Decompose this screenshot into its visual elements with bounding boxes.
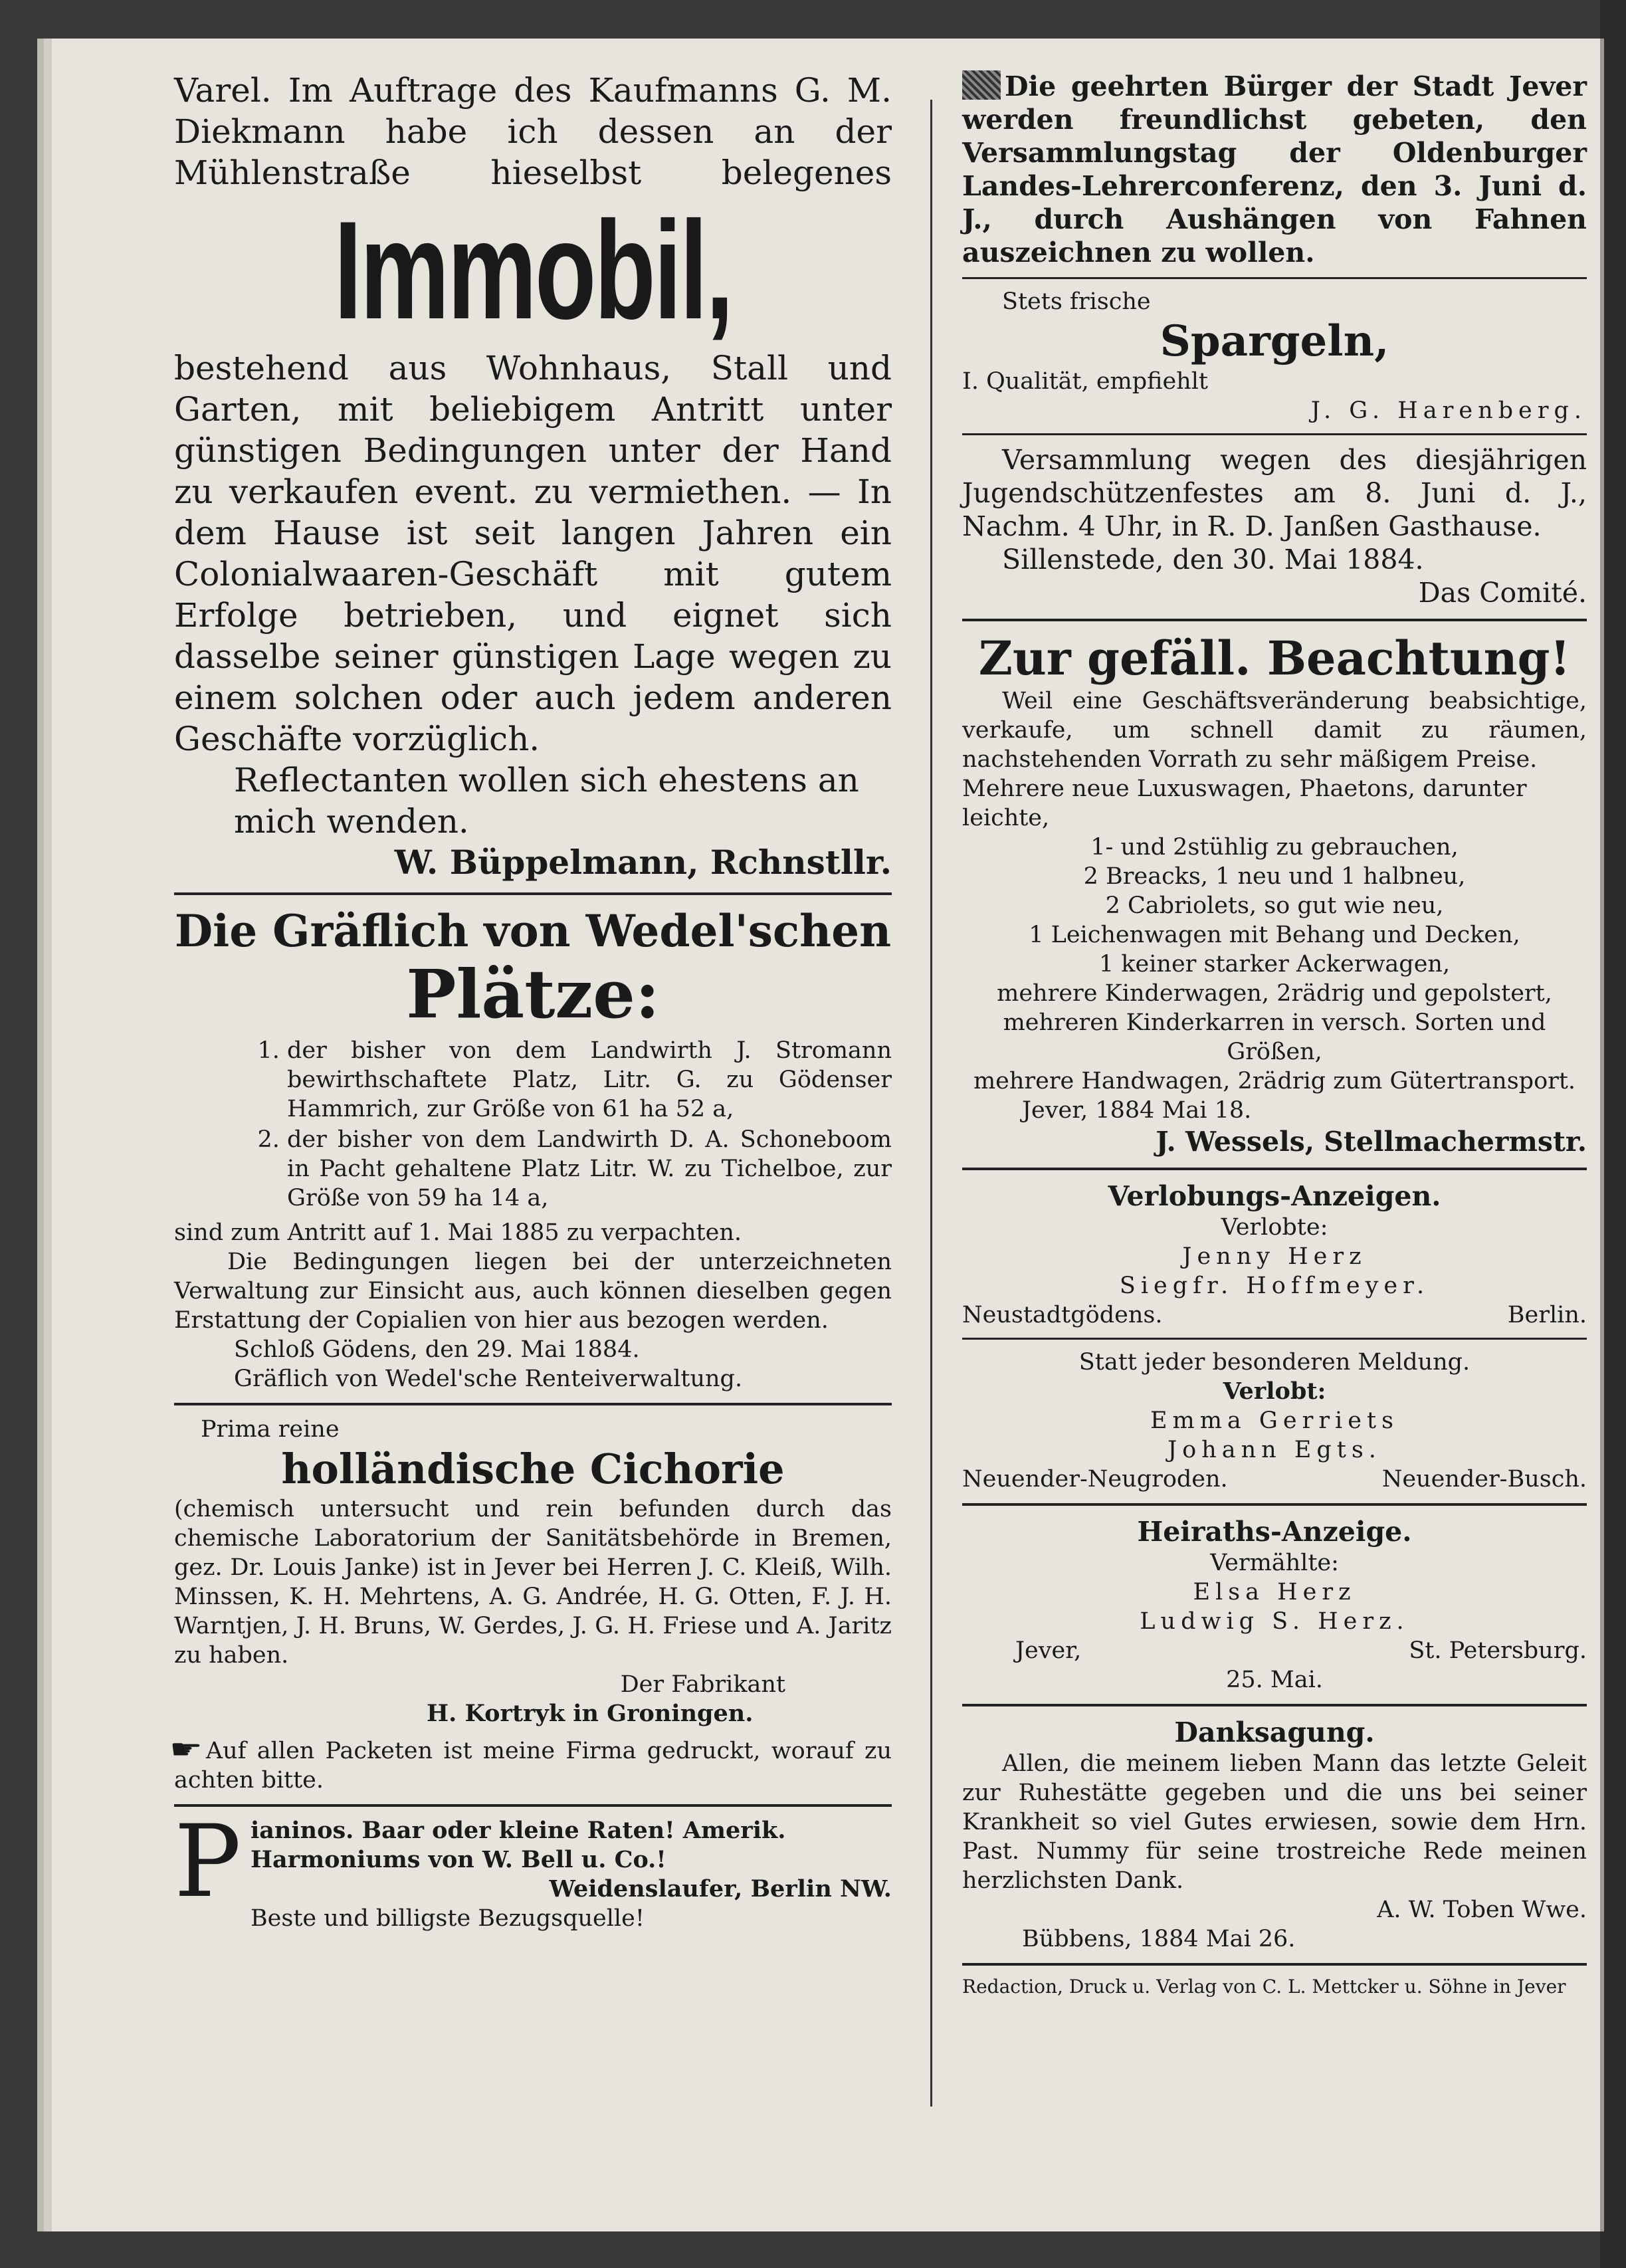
wessels-line: 1- und 2stühlig zu gebrauchen, <box>1090 834 1459 861</box>
schuetzen-body: Versammlung wegen des diesjährigen Jugendschützenfestes am 8. Juni d. J., Nachm. 4 Uhr, in R. D. Janßen Gasthause. <box>962 444 1587 542</box>
heirat-place-left: Jever, <box>1015 1637 1082 1664</box>
wessels-line: mehrere Kinderwagen, 2rädrig und gepolstert, <box>997 980 1552 1007</box>
list-item: 1. der bisher von dem Landwirth J. Stromann bewirthschaftete Platz, Litr. G. zu Gödenser Hammrich, zur Größe von 61 ha 52 a, <box>287 1036 892 1124</box>
wedel-list <box>287 1036 892 1213</box>
verlobung-ad <box>962 1180 1587 1330</box>
verlobt-name2: Johann Egts. <box>1168 1437 1381 1463</box>
verlobt-place-left: Neuender-Neugroden. <box>962 1466 1228 1493</box>
verlobt-ad <box>962 1348 1587 1494</box>
wessels-line: 2 Breacks, 1 neu und 1 halbneu, <box>1083 863 1466 890</box>
wedel-place-date: Schloß Gödens, den 29. Mai 1884. <box>234 1336 640 1363</box>
wessels-line: 1 Leichenwagen mit Behang und Decken, <box>1029 922 1520 948</box>
chicory-ad <box>169 1415 892 1795</box>
list-item: 2. der bisher von dem Landwirth D. A. Schoneboom in Pacht gehaltene Platz Litr. W. zu Tichelboe, zur Größe von 59 ha 14 a, <box>287 1125 892 1213</box>
heirat-name1: Elsa Herz <box>1193 1579 1356 1605</box>
spargel-headline: Spargeln, <box>1160 316 1389 366</box>
wessels-intro: Weil eine Geschäftsveränderung beabsichtige, verkaufe, um schnell damit zu räumen, nachstehenden Vorrath zu sehr mäßigem Preise. <box>962 688 1587 773</box>
rule <box>174 892 892 895</box>
wessels-line: 1 keiner starker Ackerwagen, <box>1098 951 1451 978</box>
chicory-note: Auf allen Packeten ist meine Firma gedruckt, worauf zu achten bitte. <box>174 1738 892 1794</box>
piano-line4: Beste und billigste Bezugsquelle! <box>250 1905 645 1932</box>
rule <box>962 1338 1587 1340</box>
wessels-line: mehrere Handwagen, 2rädrig zum Gütertransport. <box>973 1068 1576 1094</box>
wedel-ad <box>174 904 892 1393</box>
verlobt-label: Verlobt: <box>1223 1378 1326 1405</box>
left-column <box>169 70 892 1933</box>
wedel-signature: Gräflich von Wedel'sche Renteiverwaltung. <box>234 1366 743 1392</box>
verlobung-name1: Jenny Herz <box>1182 1243 1367 1270</box>
varel-body: bestehend aus Wohnhaus, Stall und Garten, mit beliebigem Antritt unter günstigen Bedingungen unter der Hand zu verkaufen event. zu vermiethen. — In dem Hause ist seit langen Jahren ein Colonialwaaren-Geschäft mit gutem Erfolge betrieben, und eignet sich dasselbe seiner günstigen Lage wegen zu einem solchen oder auch jedem anderen Geschäfte vorzüglich. <box>174 349 892 758</box>
dank-ad <box>962 1716 1587 1954</box>
rule <box>962 433 1587 435</box>
printer-footer: Redaction, Druck u. Verlag von C. L. Mettcker u. Söhne in Jever <box>962 1976 1566 1998</box>
chicory-headline: holländische Cichorie <box>281 1445 785 1493</box>
rule <box>174 1804 892 1807</box>
rule <box>962 1963 1587 1966</box>
wessels-headline: Zur gefäll. Beachtung! <box>978 631 1571 686</box>
wessels-place-date: Jever, 1884 Mai 18. <box>1022 1097 1252 1124</box>
varel-closing: Reflectanten wollen sich ehestens an mich wenden. <box>234 761 859 841</box>
piano-line2: Harmoniums von W. Bell u. Co.! <box>250 1846 666 1873</box>
dank-signature: A. W. Toben Wwe. <box>1377 1897 1587 1923</box>
verlobung-place-right: Berlin. <box>1507 1302 1587 1328</box>
heirat-label: Vermählte: <box>1210 1550 1339 1576</box>
pointing-hand-icon: ☛ <box>169 1734 203 1765</box>
schuetzen-place-date: Sillenstede, den 30. Mai 1884. <box>1002 544 1424 575</box>
schuetzen-signature: Das Comité. <box>1418 577 1587 609</box>
dank-place-date: Bübbens, 1884 Mai 26. <box>1022 1926 1296 1952</box>
piano-ad <box>174 1804 892 1933</box>
spargel-ad <box>962 287 1587 425</box>
piano-line1: ianinos. Baar oder kleine Raten! Amerik. <box>250 1817 786 1844</box>
varel-intro: Varel. Im Auftrage des Kaufmanns G. M. Diekmann habe ich dessen an der Mühlenstraße hieselbst belegenes <box>174 71 892 192</box>
dank-title: Danksagung. <box>1174 1716 1375 1748</box>
spargel-quality: I. Qualität, empfiehlt <box>962 368 1208 395</box>
varel-ad <box>174 70 892 883</box>
heirat-name2: Ludwig S. Herz. <box>1140 1608 1409 1635</box>
heirat-title: Heiraths-Anzeige. <box>1137 1516 1412 1548</box>
verlobung-place-left: Neustadtgödens. <box>962 1302 1163 1328</box>
verlobt-name1: Emma Gerriets <box>1150 1407 1399 1434</box>
rule <box>962 1503 1587 1506</box>
wessels-signature: J. Wessels, Stellmachermstr. <box>1156 1126 1587 1158</box>
ornament-icon <box>962 70 1001 100</box>
right-column <box>962 70 1587 1999</box>
wedel-lease: sind zum Antritt auf 1. Mai 1885 zu verpachten. <box>174 1219 742 1246</box>
schuetzen-ad <box>962 443 1587 609</box>
dank-body: Allen, die meinem lieben Mann das letzte Geleit zur Ruhestätte gegeben und die uns bei seiner Krankheit so viel Gutes erwiesen, sowie dem Hrn. Past. Nummy für seine trostreiche Rede meinen herzlichsten Dank. <box>962 1750 1587 1894</box>
wedel-conditions: Die Bedingungen liegen bei der unterzeichneten Verwaltung zur Einsicht aus, auch können dieselben gegen Erstattung der Copialien von hier aus bezogen werden. <box>174 1249 892 1334</box>
varel-signature: W. Büppelmann, Rchnstllr. <box>394 843 892 882</box>
chicory-maker-label: Der Fabrikant <box>620 1671 785 1698</box>
wessels-ad <box>962 631 1587 1158</box>
wedel-subtitle: Plätze: <box>406 955 660 1033</box>
piano-line3: Weidenslaufer, Berlin NW. <box>549 1875 892 1903</box>
chicory-maker: H. Kortryk in Groningen. <box>427 1700 754 1727</box>
immobil-headline: Immobil, <box>334 192 732 348</box>
jever-notice: Die geehrten Bürger der Stadt Jever werden freundlichst gebeten, den Versammlungstag der Oldenburger Landes-Lehrerconferenz, den 3. Juni d. J., durch Aushängen von Fahnen auszeichnen zu wollen. <box>962 70 1587 268</box>
verlobung-label: Verlobte: <box>1221 1214 1328 1241</box>
verlobung-title: Verlobungs-Anzeigen. <box>1108 1180 1441 1212</box>
heirat-place-right: St. Petersburg. <box>1409 1637 1587 1664</box>
wessels-line: mehreren Kinderkarren in versch. Sorten und Größen, <box>1003 1009 1546 1065</box>
scan-border <box>1600 0 1626 2268</box>
verlobt-place-right: Neuender-Busch. <box>1381 1466 1587 1493</box>
wessels-line: Mehrere neue Luxuswagen, Phaetons, darunter leichte, <box>962 775 1527 831</box>
heirat-ad <box>962 1515 1587 1695</box>
verlobt-intro: Statt jeder besonderen Meldung. <box>1078 1349 1471 1376</box>
rule <box>962 1168 1587 1170</box>
chicory-body: (chemisch untersucht und rein befunden durch das chemische Laboratorium der Sanitätsbehörde in Bremen, gez. Dr. Louis Janke) ist in Jever bei Herren J. C. Kleiß, Wilh. Minssen, K. H. Mehrtens, A. G. Andrée, H. G. Otten, F. J. H. Warntjen, J. H. Bruns, W. Gerdes, J. G. H. Friese und A. Jaritz zu haben. <box>174 1496 892 1669</box>
wedel-title: Die Gräflich von Wedel'schen <box>174 905 892 957</box>
verlobung-name2: Siegfr. Hoffmeyer. <box>1119 1273 1430 1299</box>
rule <box>962 619 1587 621</box>
chicory-pre: Prima reine <box>201 1416 340 1443</box>
heirat-date: 25. Mai. <box>1226 1667 1323 1693</box>
rule <box>174 1403 892 1405</box>
rule <box>962 277 1587 279</box>
column-divider <box>930 100 932 2107</box>
piano-initial: P <box>174 1804 241 1920</box>
rule <box>962 1704 1587 1706</box>
spargel-seller: J. G. Harenberg. <box>1310 397 1587 424</box>
spargel-pre: Stets frische <box>1002 288 1151 315</box>
wessels-line: 2 Cabriolets, so gut wie neu, <box>1105 892 1444 919</box>
